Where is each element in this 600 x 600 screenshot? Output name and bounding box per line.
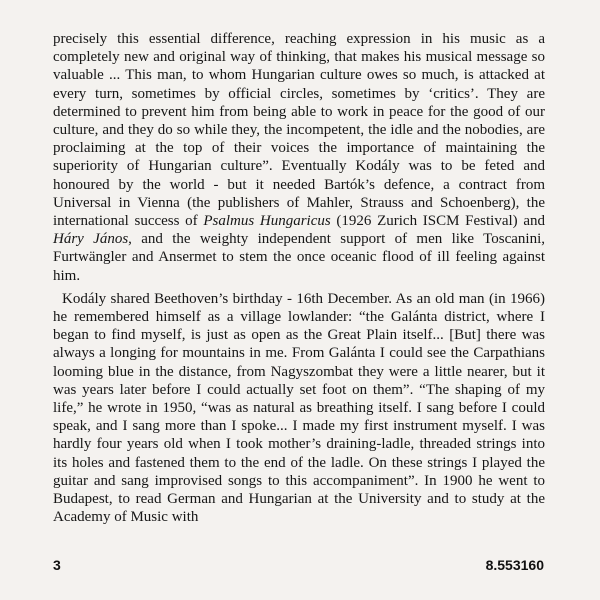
body-text bbox=[53, 30, 545, 526]
text-segment: precisely this essential difference, reaching expression in his music as a completely new and original way of thinking, that makes his musical message so valuable ... This man, to whom Hungarian culture owes so much, is attacked at every turn, sometimes by official circles, sometimes by ‘critics’. They are determined to prevent him from being able to work in peace for the good of our culture, and they do so while they, the incompetent, the idle and the nobodies, are proclaiming at the top of their voices the importance of maintaining the superiority of Hungarian culture”. Eventually Kodály was to be feted and honoured by the world - but it needed Bartók’s defence, a contract from Universal in Vienna (the publishers of Mahler, Strauss and Schoenberg), the international success of bbox=[53, 31, 545, 230]
work-title-hary-janos: Háry János bbox=[53, 231, 129, 248]
page-number: 3 bbox=[53, 557, 61, 573]
text-segment: (1926 Zurich ISCM Festival) and bbox=[330, 213, 545, 230]
paragraph-2 bbox=[53, 290, 545, 527]
text-segment: , and the weighty independent support of men like Toscanini, Furtwängler and Ansermet to stem the once oceanic flood of ill feeling against him. bbox=[53, 231, 545, 284]
paragraph-1 bbox=[53, 30, 545, 285]
catalog-number: 8.553160 bbox=[485, 557, 544, 573]
work-title-psalmus-hungaricus: Psalmus Hungaricus bbox=[203, 213, 331, 230]
text-segment: Kodály shared Beethoven’s birthday - 16th December. As an old man (in 1966) he remembered himself as a village lowlander: “the Galánta district, where I began to find myself, is just as open as the Great Plain itself... [But] there was always a longing for mountains in me. From Galánta I could see the Carpathians looming blue in the distance, from Nagyszombat they were a little nearer, but it was years later before I could actually set foot on them”. “The shaping of my life,” he wrote in 1950, “was as natural as breathing itself. I sang before I could speak, and I sang more than I spoke... I made my first instrument myself. I was hardly four years old when I took mother’s draining-ladle, threaded strings into its holes and fastened them to the end of the ladle. On these strings I played the guitar and sang improvised songs to this accompaniment”. In 1900 he went to Budapest, to read German and Hungarian at the University and to study at the Academy of Music with bbox=[53, 290, 545, 526]
